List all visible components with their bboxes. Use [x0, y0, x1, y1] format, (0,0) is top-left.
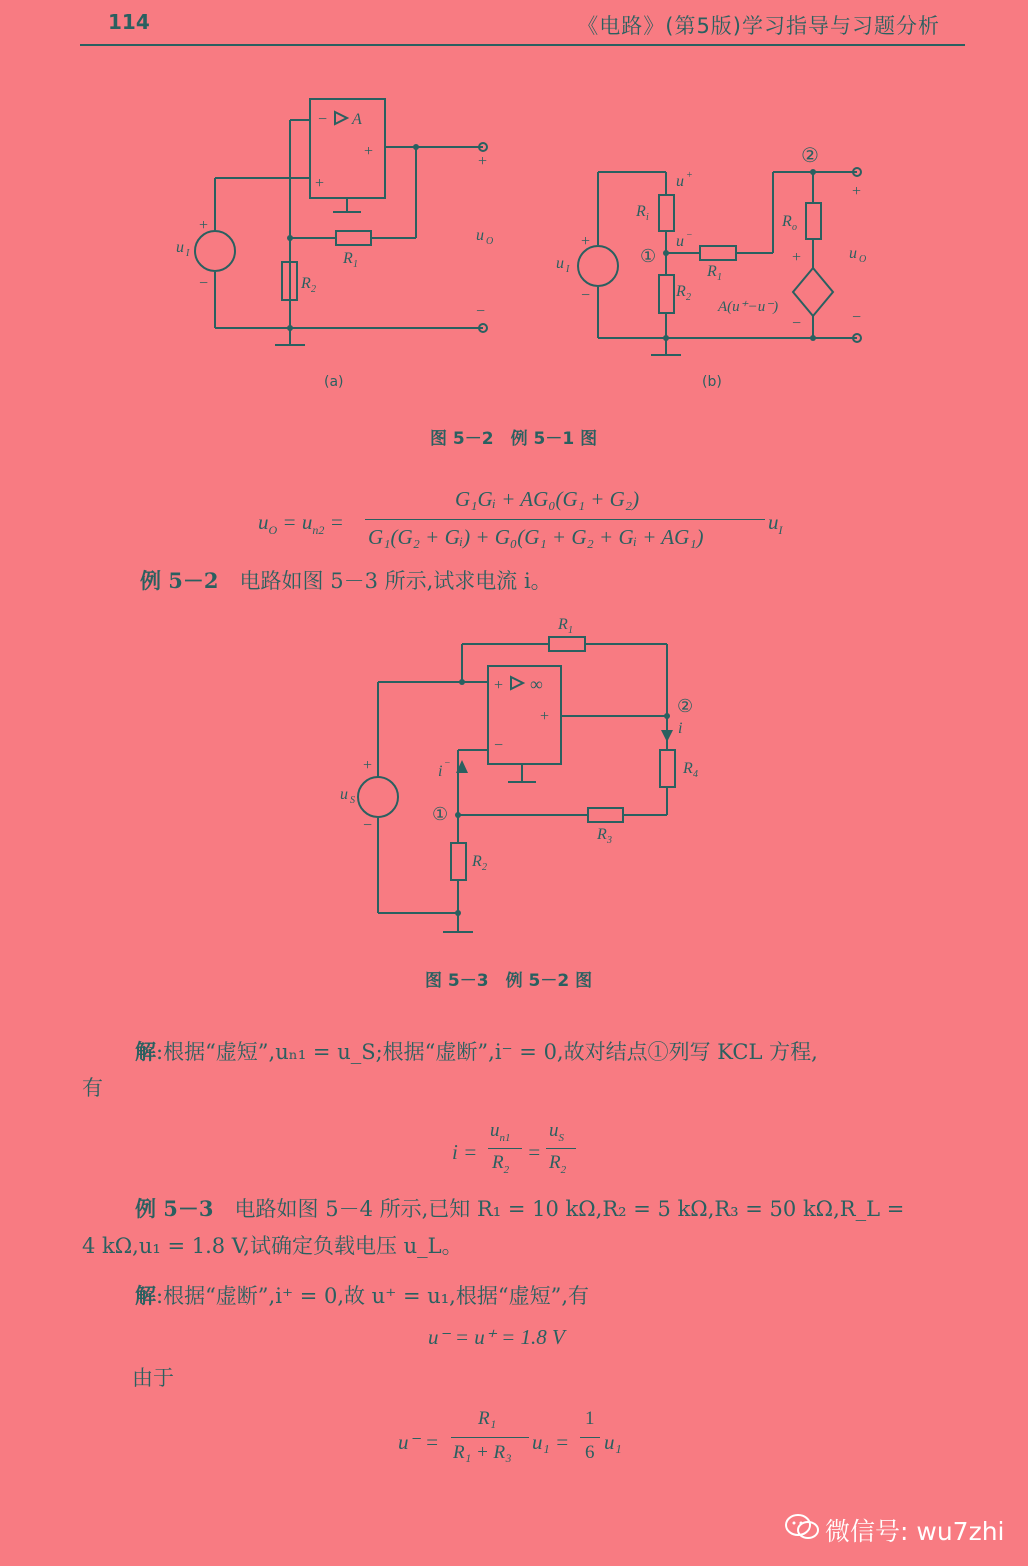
- svg-text:u: u: [176, 239, 184, 256]
- svg-text:−: −: [318, 111, 328, 128]
- svg-text:i: i: [678, 720, 683, 737]
- because-text: 由于: [132, 1366, 174, 1390]
- svg-text:i: i: [646, 212, 649, 223]
- svg-text:R: R: [343, 250, 353, 267]
- eq4-num2: 1: [585, 1408, 595, 1429]
- svg-text:i: i: [438, 763, 443, 780]
- svg-text:(b): (b): [702, 374, 722, 390]
- svg-text:−: −: [792, 315, 802, 332]
- eq4-end: u₁: [604, 1430, 622, 1454]
- eq4-lhs: u⁻ =: [398, 1430, 440, 1454]
- eq1-fraction-bar: [365, 519, 765, 520]
- svg-text:+: +: [792, 249, 802, 266]
- svg-text:−: −: [686, 230, 693, 241]
- svg-text:R: R: [707, 263, 717, 280]
- svg-text:2: 2: [482, 862, 487, 873]
- svg-text:−: −: [363, 817, 373, 834]
- svg-text:②: ②: [677, 696, 694, 716]
- svg-text:+: +: [581, 233, 591, 250]
- eq3: u⁻ = u⁺ = 1.8 V: [428, 1325, 565, 1349]
- svg-text:u: u: [556, 255, 564, 272]
- page-number: 114: [108, 10, 150, 34]
- svg-text:1: 1: [353, 259, 358, 270]
- svg-text:R: R: [472, 853, 482, 870]
- svg-text:A: A: [352, 111, 362, 128]
- eq1-denominator: G₁(G₂ + Gᵢ) + G₀(G₁ + G₂ + Gᵢ + AG₁): [368, 525, 704, 549]
- svg-text:I: I: [566, 264, 570, 275]
- eq1-rhs: $u_I$: [768, 510, 783, 538]
- eq1-lhs: $u_O = u_{n2}$ =: [258, 510, 344, 538]
- eq4-den: R₁ + R₃: [453, 1442, 512, 1463]
- svg-text:①: ①: [640, 246, 657, 266]
- svg-text:R: R: [636, 203, 646, 220]
- figure-5-2-caption: 图 5－2 例 5－1 图: [430, 429, 598, 449]
- eq1-numerator: G₁Gᵢ + AG₀(G₁ + G₂): [455, 487, 640, 511]
- svg-text:o: o: [792, 222, 797, 233]
- svg-text:−: −: [199, 275, 209, 292]
- svg-text:2: 2: [311, 284, 316, 295]
- svg-text:−: −: [852, 309, 862, 326]
- svg-text:u: u: [676, 173, 684, 190]
- eq2-bar2: [546, 1148, 576, 1149]
- watermark: 微信号: wu7zhi: [785, 1512, 1004, 1548]
- example-5-3: 例 5－3 电路如图 5－4 所示,已知 R₁ = 10 kΩ,R₂ = 5 kΩ,R₃ = 50 kΩ,R_L =: [135, 1196, 905, 1221]
- svg-text:u: u: [340, 786, 348, 803]
- svg-text:R: R: [782, 213, 792, 230]
- svg-text:1: 1: [568, 625, 573, 636]
- figure-5-3-caption: 图 5－3 例 5－2 图: [425, 971, 593, 991]
- svg-text:S: S: [350, 795, 355, 806]
- solution-5-2-cont: 有: [82, 1076, 103, 1100]
- svg-text:−: −: [581, 287, 591, 304]
- svg-text:O: O: [859, 254, 867, 265]
- solution-5-3: 解:根据“虚断”,i⁺ = 0,故 u⁺ = u₁,根据“虚短”,有: [135, 1283, 590, 1308]
- svg-text:3: 3: [607, 835, 612, 846]
- svg-text:−: −: [444, 758, 451, 769]
- example-5-2: 例 5－2 电路如图 5－3 所示,试求电流 i。: [140, 568, 552, 593]
- example-5-3-cont: 4 kΩ,u₁ = 1.8 V,试确定负载电压 u_L。: [82, 1234, 463, 1258]
- svg-text:A(u⁺−u⁻): A(u⁺−u⁻): [718, 299, 779, 315]
- svg-text:R: R: [676, 283, 686, 300]
- svg-text:+: +: [686, 170, 693, 181]
- svg-text:1: 1: [717, 272, 722, 283]
- header-rule: [80, 44, 965, 46]
- svg-text:+: +: [540, 708, 550, 725]
- eq2-bar1: [488, 1148, 522, 1149]
- svg-text:u: u: [676, 233, 684, 250]
- svg-text:①: ①: [432, 804, 449, 824]
- svg-text:+: +: [478, 153, 488, 170]
- svg-text:u: u: [476, 227, 484, 244]
- svg-text:+: +: [494, 677, 504, 694]
- solution-5-2: 解:根据“虚短”,uₙ₁ = u_S;根据“虚断”,i⁻ = 0,故对结点①列写 KCL 方程,: [135, 1039, 818, 1064]
- eq2-den2: $R_2$: [549, 1152, 567, 1176]
- eq4-bar: [451, 1437, 529, 1438]
- svg-text:u: u: [849, 245, 857, 262]
- eq2-lhs: i =: [452, 1140, 478, 1164]
- eq4-den2: 6: [585, 1442, 595, 1463]
- svg-text:+: +: [852, 183, 862, 200]
- svg-text:②: ②: [801, 145, 819, 167]
- eq4-num: R₁: [478, 1408, 497, 1429]
- svg-text:+: +: [199, 217, 209, 234]
- svg-text:+: +: [315, 175, 325, 192]
- eq2-num2: $u_S$: [549, 1120, 564, 1144]
- svg-text:R: R: [683, 760, 693, 777]
- book-title: 《电路》(第5版)学习指导与习题分析: [577, 14, 940, 38]
- svg-text:+: +: [363, 757, 373, 774]
- wechat-icon: [785, 1513, 819, 1547]
- svg-text:R: R: [301, 275, 311, 292]
- svg-text:R: R: [558, 616, 568, 633]
- svg-text:∞: ∞: [530, 674, 543, 694]
- eq2-den1: $R_2$: [492, 1152, 510, 1176]
- svg-text:4: 4: [693, 769, 698, 780]
- svg-text:O: O: [486, 236, 494, 247]
- eq4-bar2: [580, 1437, 600, 1438]
- svg-text:(a): (a): [324, 374, 344, 390]
- eq2-num1: $u_{n1}$: [490, 1120, 511, 1144]
- svg-text:+: +: [364, 143, 374, 160]
- svg-text:I: I: [186, 248, 190, 259]
- eq2-equals: =: [527, 1140, 542, 1164]
- eq4-mid: u₁ =: [532, 1430, 570, 1454]
- svg-text:R: R: [597, 826, 607, 843]
- svg-text:2: 2: [686, 292, 691, 303]
- svg-text:−: −: [494, 737, 504, 754]
- svg-text:−: −: [476, 303, 486, 320]
